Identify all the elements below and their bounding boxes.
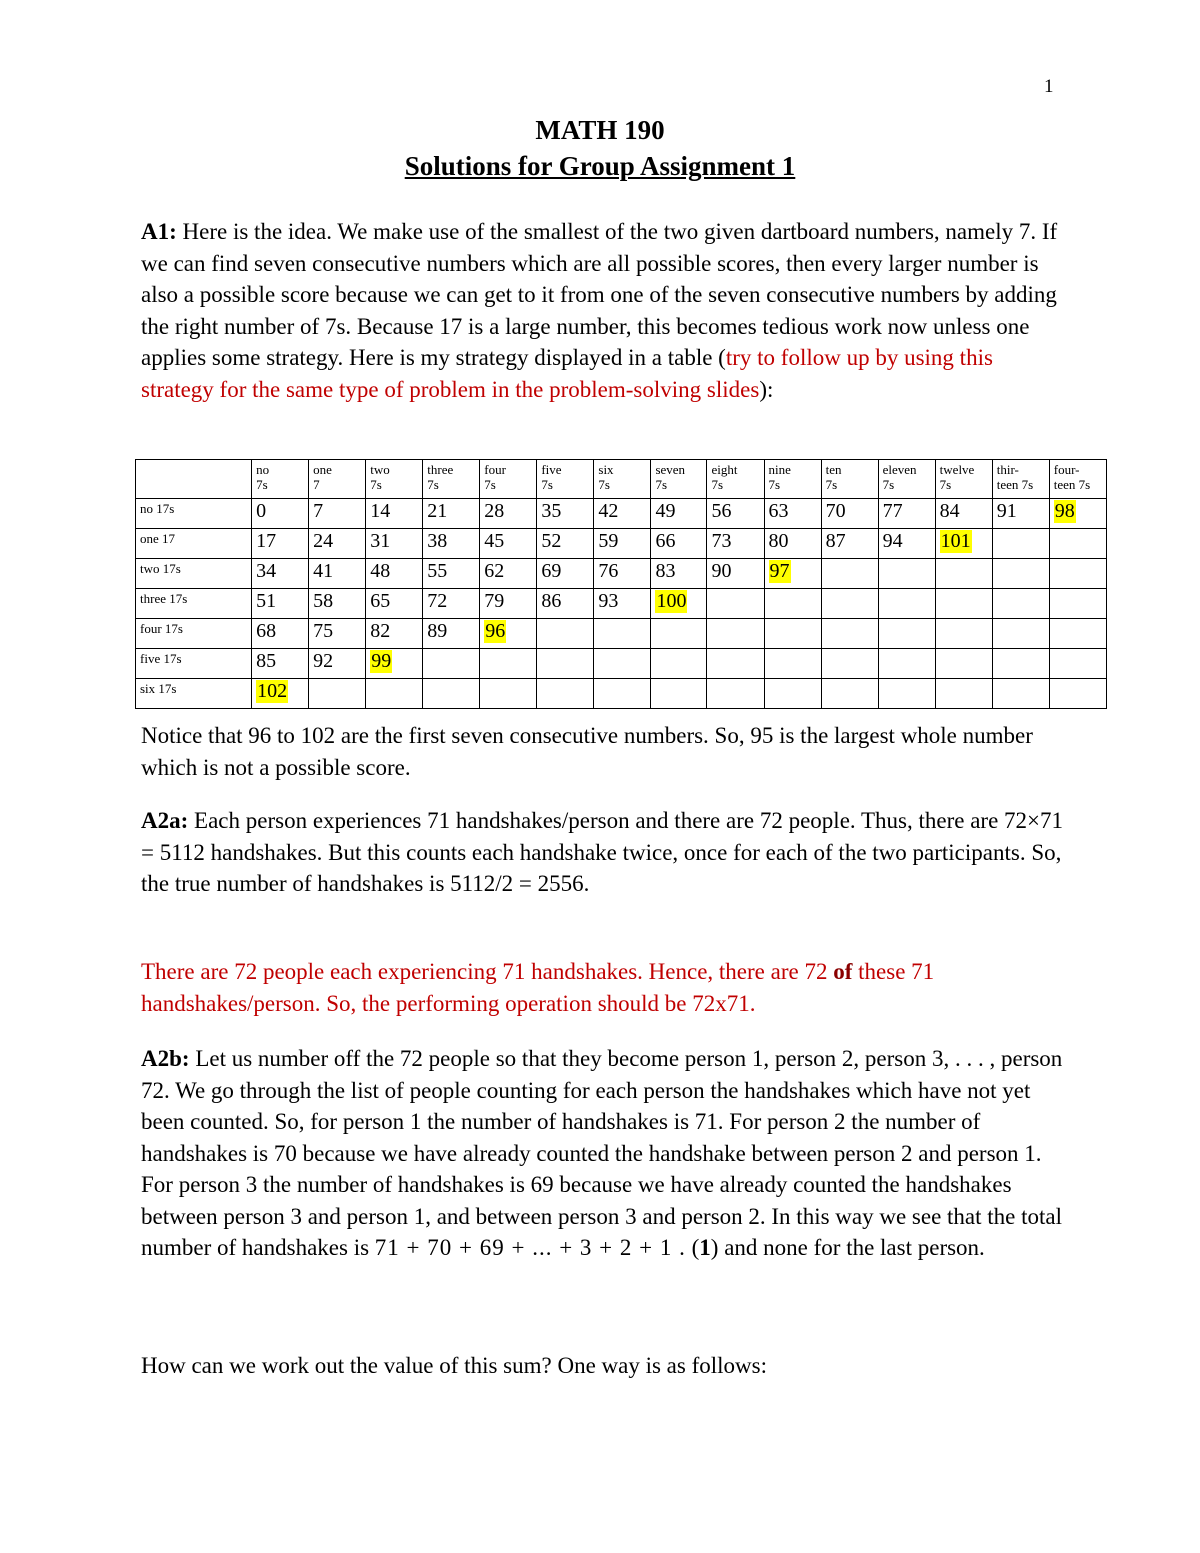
cell-value: 55 bbox=[427, 560, 448, 582]
cell-value: 87 bbox=[825, 530, 846, 552]
cell-value: 62 bbox=[484, 560, 505, 582]
table-cell bbox=[992, 589, 1049, 619]
table-cell bbox=[878, 589, 935, 619]
column-header-line2: 7s bbox=[427, 477, 439, 492]
table-cell bbox=[366, 589, 423, 619]
table-cell bbox=[707, 529, 764, 559]
column-header-line1: eight bbox=[711, 462, 738, 477]
cell-value: 56 bbox=[711, 500, 732, 522]
column-header bbox=[992, 460, 1049, 499]
column-header-line1: thir- bbox=[996, 462, 1019, 477]
table-cell bbox=[878, 679, 935, 709]
column-header bbox=[935, 460, 992, 499]
a2a-text: Each person experiences 71 handshakes/person and there are 72 people. Thus, there are 72×71 = 5112 handshakes. But this counts each handshake twice, once for each of the two participants. So, the true number of handshakes is 5112/2 = 2556. bbox=[141, 808, 1063, 896]
cell-value: 58 bbox=[313, 590, 334, 612]
table-cell bbox=[878, 649, 935, 679]
cell-value: 83 bbox=[655, 560, 676, 582]
table-cell bbox=[1049, 649, 1106, 679]
highlighted-value: 100 bbox=[656, 590, 687, 612]
table-cell bbox=[480, 559, 537, 589]
table-cell bbox=[707, 589, 764, 619]
cell-value: 45 bbox=[484, 530, 505, 552]
table-cell bbox=[480, 679, 537, 709]
column-header bbox=[252, 460, 309, 499]
table-cell bbox=[992, 679, 1049, 709]
column-header bbox=[1049, 460, 1106, 499]
table-cell bbox=[821, 529, 878, 559]
column-header bbox=[366, 460, 423, 499]
table-cell bbox=[366, 559, 423, 589]
cell-value: 34 bbox=[256, 560, 277, 582]
table-cell bbox=[366, 679, 423, 709]
table-cell bbox=[309, 529, 366, 559]
cell-value: 94 bbox=[882, 530, 903, 552]
cell-value: 69 bbox=[541, 560, 562, 582]
column-header-line1: three bbox=[427, 462, 454, 477]
table-cell bbox=[252, 679, 309, 709]
table-cell bbox=[878, 559, 935, 589]
column-header bbox=[480, 460, 537, 499]
a1-end: ): bbox=[759, 376, 774, 402]
column-header bbox=[537, 460, 594, 499]
page-number: 1 bbox=[1044, 76, 1054, 97]
column-header bbox=[878, 460, 935, 499]
table-cell bbox=[821, 649, 878, 679]
table-cell bbox=[821, 499, 878, 529]
cell-value: 90 bbox=[711, 560, 732, 582]
row-label: three 17s bbox=[136, 589, 252, 619]
table-cell bbox=[366, 499, 423, 529]
table-cell bbox=[651, 499, 707, 529]
column-header-line1: nine bbox=[768, 462, 791, 477]
table-cell bbox=[594, 679, 651, 709]
column-header-line1: four- bbox=[1053, 462, 1080, 477]
row-label: two 17s bbox=[136, 559, 252, 589]
column-header-line2: 7s bbox=[882, 477, 895, 492]
table-cell bbox=[764, 529, 821, 559]
table-cell bbox=[252, 619, 309, 649]
column-header bbox=[309, 460, 366, 499]
cell-value: 35 bbox=[541, 500, 562, 522]
cell-value: 38 bbox=[427, 530, 448, 552]
column-header-line1: eleven bbox=[882, 462, 917, 477]
a1-text: Here is the idea. We make use of the smallest of the two given dartboard numbers, namely 7. If we can find seven consecutive numbers which are all possible scores, then every larger number is also a possible score because we can get to it from one of the seven consecutive numbers by adding the right number of 7s. Because 17 is a large number, this becomes tedious work now unless one applies some strategy. Here is my strategy displayed in a table ( bbox=[141, 219, 1058, 370]
notice-paragraph: Notice that 96 to 102 are the first seven consecutive numbers. So, 95 is the largest whole number which is not a possible score. bbox=[141, 723, 1033, 780]
row-label: no 17s bbox=[136, 499, 252, 529]
column-header-line1: ten bbox=[825, 462, 842, 477]
column-header-line2: 7s bbox=[256, 477, 268, 492]
table-cell bbox=[935, 649, 992, 679]
table-cell bbox=[480, 649, 537, 679]
table-cell bbox=[537, 679, 594, 709]
table-cell bbox=[480, 499, 537, 529]
highlighted-value: 101 bbox=[940, 530, 971, 552]
table-row bbox=[136, 679, 1107, 709]
table-cell bbox=[651, 559, 707, 589]
column-header-line2: 7s bbox=[711, 477, 724, 492]
table-cell bbox=[309, 559, 366, 589]
table-cell bbox=[1049, 679, 1106, 709]
cell-value: 93 bbox=[598, 590, 619, 612]
table-cell bbox=[935, 589, 992, 619]
document-title bbox=[0, 112, 1200, 184]
a2a-paragraph bbox=[141, 805, 1071, 900]
table-cell bbox=[309, 679, 366, 709]
column-header bbox=[651, 460, 707, 499]
cell-value: 72 bbox=[427, 590, 448, 612]
a2b-label: A2b: bbox=[141, 1046, 190, 1071]
table-row bbox=[136, 529, 1107, 559]
table-cell bbox=[878, 529, 935, 559]
table-cell bbox=[252, 499, 309, 529]
table-cell bbox=[821, 559, 878, 589]
table-cell bbox=[594, 619, 651, 649]
table-cell bbox=[935, 679, 992, 709]
cell-value: 42 bbox=[598, 500, 619, 522]
column-header-line2: 7s bbox=[370, 477, 382, 492]
cell-value: 66 bbox=[655, 530, 676, 552]
eq-open: ( bbox=[685, 1235, 700, 1260]
table-cell bbox=[252, 529, 309, 559]
note-bold: of bbox=[833, 959, 853, 984]
table-cell bbox=[764, 649, 821, 679]
table-cell bbox=[764, 499, 821, 529]
cell-value: 85 bbox=[256, 650, 277, 672]
table-cell bbox=[1049, 559, 1106, 589]
cell-value: 65 bbox=[370, 590, 391, 612]
a1-red-text: try to follow up by using this strategy for the same type of problem in the problem-solving slides bbox=[141, 345, 993, 402]
column-header-line2: 7s bbox=[825, 477, 838, 492]
table-cell bbox=[707, 649, 764, 679]
table-cell bbox=[423, 499, 480, 529]
cell-value: 17 bbox=[256, 530, 277, 552]
cell-value: 24 bbox=[313, 530, 334, 552]
cell-value: 14 bbox=[370, 500, 391, 522]
column-header-line2: 7s bbox=[541, 477, 553, 492]
table-cell bbox=[252, 559, 309, 589]
column-header-line2: 7s bbox=[598, 477, 610, 492]
column-header bbox=[423, 460, 480, 499]
cell-value: 21 bbox=[427, 500, 448, 522]
table-row bbox=[136, 589, 1107, 619]
table-cell bbox=[309, 619, 366, 649]
table-cell bbox=[309, 649, 366, 679]
table-cell bbox=[366, 649, 423, 679]
cell-value: 51 bbox=[256, 590, 277, 612]
cell-value: 48 bbox=[370, 560, 391, 582]
cell-value: 52 bbox=[541, 530, 562, 552]
column-header-line1: four bbox=[484, 462, 506, 477]
assignment-subtitle: Solutions for Group Assignment 1 bbox=[404, 151, 796, 181]
table-cell bbox=[707, 619, 764, 649]
table-cell bbox=[366, 619, 423, 649]
highlighted-value: 97 bbox=[769, 560, 790, 582]
table-cell bbox=[764, 559, 821, 589]
table-cell bbox=[1049, 589, 1106, 619]
cell-value: 91 bbox=[996, 500, 1017, 522]
table-cell bbox=[423, 529, 480, 559]
column-header-line1: one bbox=[313, 462, 332, 477]
table-cell bbox=[707, 559, 764, 589]
table-cell bbox=[764, 679, 821, 709]
column-header bbox=[821, 460, 878, 499]
highlighted-value: 102 bbox=[257, 680, 288, 702]
table-cell bbox=[992, 529, 1049, 559]
table-cell bbox=[252, 649, 309, 679]
table-cell bbox=[480, 619, 537, 649]
table-cell bbox=[1049, 529, 1106, 559]
table-cell bbox=[537, 649, 594, 679]
column-header-line1: twelve bbox=[939, 462, 975, 477]
column-header bbox=[707, 460, 764, 499]
table-cell bbox=[594, 529, 651, 559]
column-header-line2: 7 bbox=[313, 477, 320, 492]
a2b-paragraph bbox=[141, 1043, 1071, 1264]
column-header-line1: seven bbox=[655, 462, 686, 477]
row-label: five 17s bbox=[136, 649, 252, 679]
column-header-line1: two bbox=[370, 462, 390, 477]
column-header bbox=[764, 460, 821, 499]
a1-label: A1: bbox=[141, 219, 177, 244]
cell-value: 7 bbox=[313, 500, 324, 522]
table-cell bbox=[651, 589, 707, 619]
column-header-line2: teen 7s bbox=[1053, 477, 1091, 492]
table-row bbox=[136, 559, 1107, 589]
equation-number: 1 bbox=[699, 1235, 711, 1260]
table-cell bbox=[252, 589, 309, 619]
table-cell bbox=[651, 649, 707, 679]
table-cell bbox=[423, 589, 480, 619]
table-row bbox=[136, 499, 1107, 529]
table-cell bbox=[651, 679, 707, 709]
cell-value: 84 bbox=[939, 500, 960, 522]
column-header-line1: five bbox=[541, 462, 562, 477]
table-cell bbox=[821, 589, 878, 619]
table-cell bbox=[992, 559, 1049, 589]
cell-value: 75 bbox=[313, 620, 334, 642]
cell-value: 0 bbox=[256, 500, 267, 522]
cell-value: 31 bbox=[370, 530, 391, 552]
cell-value: 73 bbox=[711, 530, 732, 552]
cell-value: 41 bbox=[313, 560, 334, 582]
table-header-row bbox=[136, 460, 1107, 499]
table-cell bbox=[537, 499, 594, 529]
column-header bbox=[594, 460, 651, 499]
column-header-line2: 7s bbox=[484, 477, 496, 492]
table-cell bbox=[707, 499, 764, 529]
table-cell bbox=[1049, 619, 1106, 649]
column-header-line2: teen 7s bbox=[996, 477, 1034, 492]
table-cell bbox=[1049, 499, 1106, 529]
cell-value: 82 bbox=[370, 620, 391, 642]
note-part1: There are 72 people each experiencing 71 handshakes. Hence, there are 72 bbox=[141, 959, 834, 984]
highlighted-value: 96 bbox=[485, 620, 506, 642]
note-part2: these 71 handshakes/person. So, the performing operation should be 72x71. bbox=[141, 959, 935, 1016]
column-header-line2: 7s bbox=[655, 477, 667, 492]
table-cell bbox=[821, 679, 878, 709]
cell-value: 68 bbox=[256, 620, 277, 642]
table-cell bbox=[594, 589, 651, 619]
table-cell bbox=[935, 559, 992, 589]
table-cell bbox=[992, 619, 1049, 649]
course-title: MATH 190 bbox=[535, 115, 665, 145]
row-label: one 17 bbox=[136, 529, 252, 559]
table-cell bbox=[423, 679, 480, 709]
cell-value: 80 bbox=[768, 530, 789, 552]
cell-value: 92 bbox=[313, 650, 334, 672]
table-cell bbox=[935, 619, 992, 649]
cell-value: 77 bbox=[882, 500, 903, 522]
cell-value: 70 bbox=[825, 500, 846, 522]
row-label: four 17s bbox=[136, 619, 252, 649]
eq-close: ) and none for the last person. bbox=[710, 1235, 985, 1260]
table-cell bbox=[764, 589, 821, 619]
table-cell bbox=[537, 589, 594, 619]
table-row bbox=[136, 649, 1107, 679]
note-paragraph bbox=[141, 956, 1071, 1019]
cell-value: 76 bbox=[598, 560, 619, 582]
highlighted-value: 98 bbox=[1054, 500, 1075, 522]
table-cell bbox=[992, 649, 1049, 679]
table-cell bbox=[878, 499, 935, 529]
table-cell bbox=[594, 649, 651, 679]
column-header-line2: 7s bbox=[939, 477, 952, 492]
table-row bbox=[136, 619, 1107, 649]
table-cell bbox=[366, 529, 423, 559]
row-label: six 17s bbox=[136, 679, 252, 709]
cell-value: 59 bbox=[598, 530, 619, 552]
table-cell bbox=[423, 559, 480, 589]
table-cell bbox=[821, 619, 878, 649]
table-cell bbox=[594, 499, 651, 529]
table-cell bbox=[480, 529, 537, 559]
question-paragraph: How can we work out the value of this sum? One way is as follows: bbox=[141, 1353, 767, 1378]
a2a-label: A2a: bbox=[141, 808, 189, 833]
table-cell bbox=[480, 589, 537, 619]
cell-value: 63 bbox=[768, 500, 789, 522]
column-header-line1: no bbox=[256, 462, 270, 477]
sum-formula: 71 + 70 + 69 + ... + 3 + 2 + 1 . bbox=[374, 1235, 686, 1260]
table-cell bbox=[309, 499, 366, 529]
cell-value: 79 bbox=[484, 590, 505, 612]
table-cell bbox=[764, 619, 821, 649]
table-cell bbox=[651, 619, 707, 649]
table-cell bbox=[992, 499, 1049, 529]
column-header-line1: six bbox=[598, 462, 614, 477]
table-cell bbox=[423, 649, 480, 679]
table-cell bbox=[651, 529, 707, 559]
table-cell bbox=[935, 499, 992, 529]
column-header-line2: 7s bbox=[768, 477, 781, 492]
table-cell bbox=[935, 529, 992, 559]
score-table bbox=[135, 459, 1107, 709]
table-cell bbox=[878, 619, 935, 649]
cell-value: 89 bbox=[427, 620, 448, 642]
table-cell bbox=[707, 679, 764, 709]
cell-value: 28 bbox=[484, 500, 505, 522]
column-header bbox=[136, 460, 252, 499]
highlighted-value: 99 bbox=[371, 650, 392, 672]
cell-value: 49 bbox=[655, 500, 676, 522]
table-cell bbox=[537, 529, 594, 559]
table-cell bbox=[537, 619, 594, 649]
table-cell bbox=[423, 619, 480, 649]
a1-paragraph bbox=[141, 216, 1071, 405]
table-cell bbox=[537, 559, 594, 589]
a2b-text: Let us number off the 72 people so that they become person 1, person 2, person 3, . . . , person 72. We go through the list of people counting for each person the handshakes which have not yet been counted. So, for person 1 the number of handshakes is 71. For person 2 the number of handshakes is 70 because we have already counted the handshake between person 2 and person 1. For person 3 the number of handshakes is 69 because we have already counted the handshakes between person 3 and person 1, and between person 3 and person 2. In this way we see that the total number of handshakes is bbox=[141, 1046, 1063, 1260]
cell-value: 86 bbox=[541, 590, 562, 612]
table-cell bbox=[594, 559, 651, 589]
table-cell bbox=[309, 589, 366, 619]
